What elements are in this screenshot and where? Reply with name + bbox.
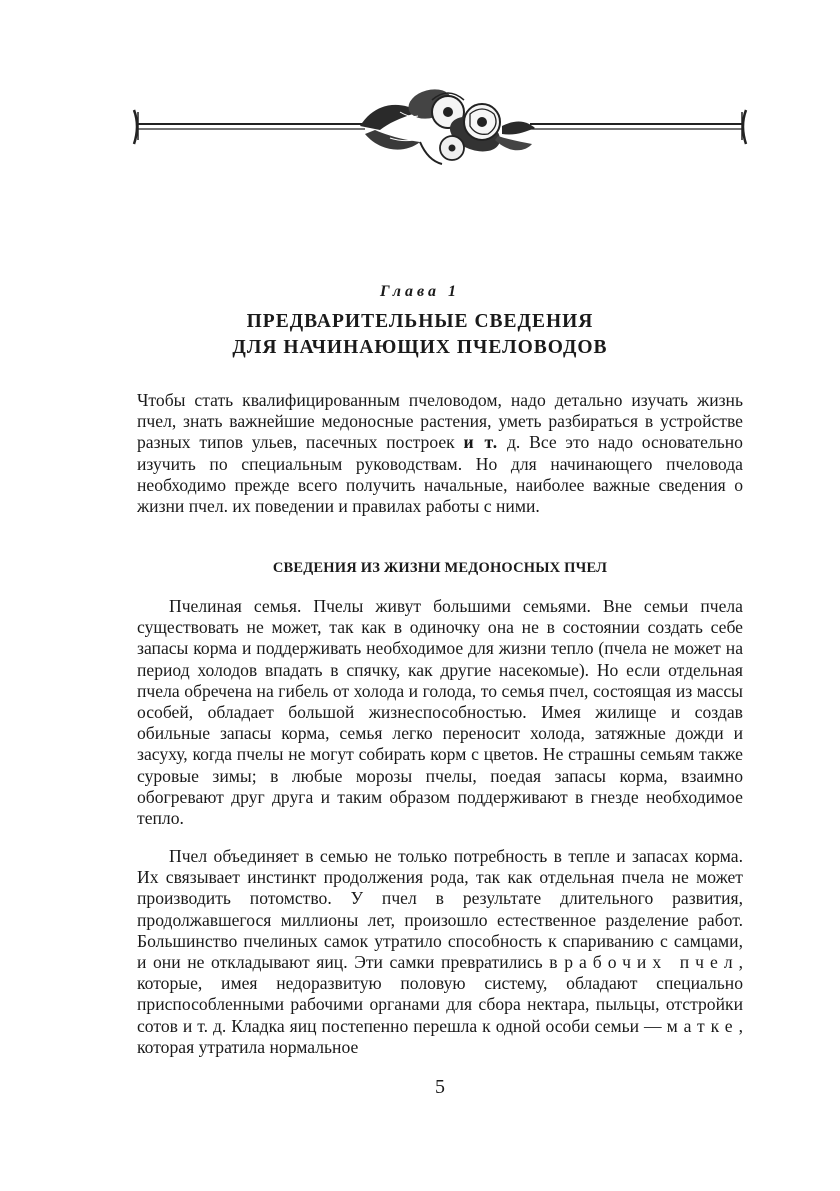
ornament-right-rule: [530, 110, 746, 144]
spaced-term-worker-bees: рабочих пчел: [564, 952, 739, 973]
chapter-label: Глава 1: [379, 283, 461, 300]
flower-cluster-icon: [360, 85, 535, 164]
body-paragraph-1: Пчелиная семья. Пчелы живут большими семьями. Вне семьи пчела существовать не может, так как в одиночку она не в состоянии создать себе запасы корма и поддерживать необходимое для жизни тепло (пчела не может на период холодов впадать в спячку, как другие насекомые). Но если отдельная пчела обречена на гибель от холода и голода, то семья пчел, состоящая из массы особей, обладает большой жизнеспособностью. Имея жилище и создав обильные запасы корма, семья легко переносит холода, затяжные дожди и засуху, когда пчелы не могут собирать корм с цветов. Не страшны семьям также суровые зимы; в любые морозы пчелы, поедая запасы корма, взаимно обогревают друг друга и таким образом поддерживают в гнезде необходимое тепло.: [137, 596, 743, 829]
chapter-title-line-1: ПРЕДВАРИТЕЛЬНЫЕ СВЕДЕНИЯ: [246, 311, 594, 332]
body-paragraph-2: [137, 846, 743, 1058]
page-number: 5: [435, 1076, 445, 1098]
intro-paragraph: [137, 390, 743, 517]
chapter-title-line-2: ДЛЯ НАЧИНАЮЩИХ ПЧЕЛОВОДОВ: [232, 337, 608, 358]
ornament-left-rule: [134, 110, 365, 144]
paragraph-2-part-2: , которые, имея недоразвитую половую систему, обладают специально приспособленными рабочими органами для сбора нектара, пыльцы, отстройки сотов и т. д. Кладка яиц постепенно перешла к одной особи семьи —: [137, 952, 744, 1036]
intro-text-part-1: Чтобы стать квалифицированным пчеловодом, надо детально изучать жизнь пчел, знать важнейшие медоносные растения, уметь разбираться в устройстве разных типов ульев, пасечных построек: [137, 390, 743, 453]
intro-text-part-2: д. Все это надо основательно изучить по специальным руководствам. Но для начинающего пчеловода необходимо прежде всего получить начальные, наиболее важные сведения о жизни пчел. их поведении и правилах работы с ними.: [137, 432, 743, 517]
section-heading: СВЕДЕНИЯ ИЗ ЖИЗНИ МЕДОНОСНЫХ ПЧЕЛ: [272, 560, 608, 576]
floral-ornament-divider: [130, 82, 750, 172]
paragraph-2-part-1: Пчел объединяет в семью не только потребность в тепле и запасах корма. Их связывает инстинкт продолжения рода, так как отдельная пчела не может производить потомство. У пчел в результате длительного развития, продолжавшегося миллионы лет, произошло естественное разделение работ. Большинство пчелиных самок утратило способность к спариванию с самцами, и они не откладывают яиц. Эти самки превратились в: [137, 846, 743, 973]
intro-text-emphasis: и т.: [463, 432, 499, 453]
paragraph-2-part-3: , которая утратила нормальное: [137, 1015, 743, 1057]
spaced-term-queen: матке: [666, 1015, 739, 1036]
